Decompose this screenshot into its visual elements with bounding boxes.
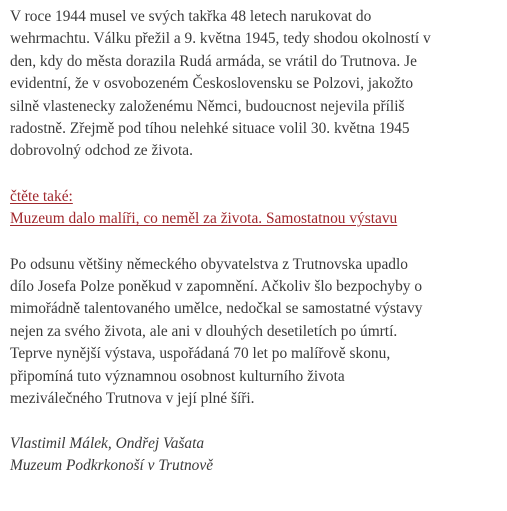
read-also-label-link[interactable]: čtěte také:	[10, 187, 73, 205]
paragraph-line: den, kdy do města dorazila Rudá armáda, se vrátil do Trutnova. Je	[10, 52, 417, 70]
paragraph-line: dobrovolný odchod ze života.	[10, 142, 193, 160]
paragraph-line: Po odsunu většiny německého obyvatelstva z Trutnovska upadlo	[10, 255, 408, 273]
paragraph-line: radostně. Zřejmě pod tíhou nelehké situace volil 30. května 1945	[10, 120, 410, 138]
paragraph-line: mimořádně talentovaného umělce, nedočkal se samostatné výstavy	[10, 300, 423, 318]
paragraph-line: meziválečného Trutnova v její plné šíři.	[10, 390, 255, 408]
paragraph-line: wehrmachtu. Válku přežil a 9. května 1945, tedy shodou okolností v	[10, 30, 431, 48]
article-body	[10, 6, 500, 477]
paragraph-line: dílo Josefa Polze poněkud v zapomnění. Ačkoliv šlo bezpochyby o	[10, 278, 423, 296]
paragraph-line: V roce 1944 musel ve svých takřka 48 letech narukovat do	[10, 8, 372, 25]
paragraph-legacy	[10, 254, 500, 411]
author-signature	[10, 433, 500, 478]
paragraph-line: evidentní, že v osvobozeném Československu se Polzovi, jakožto	[10, 75, 414, 93]
paragraph-line: silně vlastenecky založenému Němci, budoucnost nejevila příliš	[10, 97, 405, 115]
paragraph-line: připomíná tuto významnou osobnost kulturního života	[10, 367, 345, 385]
paragraph-line: Teprve nynější výstava, uspořádaná 70 let po malířově skonu,	[10, 345, 391, 363]
read-also-box	[10, 186, 500, 231]
related-article-link[interactable]: Muzeum dalo malíři, co neměl za života. Samostatnou výstavu	[10, 210, 398, 228]
paragraph-line: nejen za svého života, ale ani v dlouhých desetiletích po úmrtí.	[10, 322, 398, 340]
paragraph-war-return	[10, 6, 500, 163]
signature-institution: Muzeum Podkrkonoší v Trutnově	[10, 456, 214, 474]
signature-authors: Vlastimil Málek, Ondřej Vašata	[10, 434, 205, 452]
